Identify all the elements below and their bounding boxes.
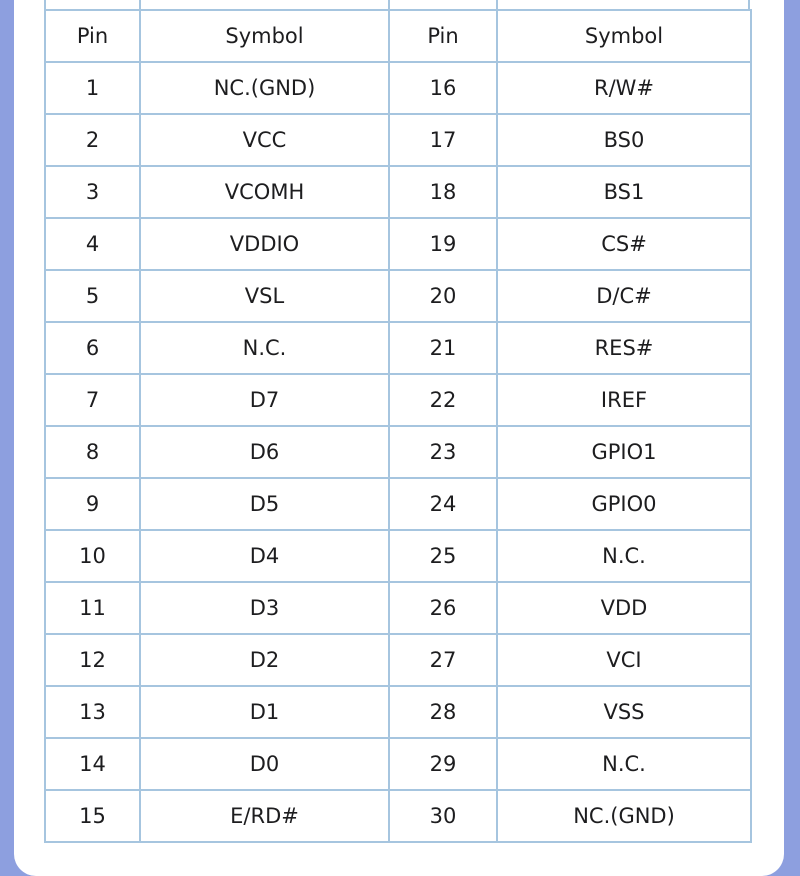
cell-symbol: NC.(GND) (140, 62, 389, 114)
cell-pin: 14 (45, 738, 140, 790)
cell-pin: 5 (45, 270, 140, 322)
cell-symbol: N.C. (140, 322, 389, 374)
table-row (45, 426, 751, 478)
cell-pin: 8 (45, 426, 140, 478)
cell-symbol: GPIO1 (497, 426, 751, 478)
cell-pin: 29 (389, 738, 497, 790)
table-row (45, 374, 751, 426)
cell-symbol: VCC (140, 114, 389, 166)
cell-pin: 2 (45, 114, 140, 166)
table-body (45, 62, 751, 842)
cell-pin: 12 (45, 634, 140, 686)
cell-pin: 18 (389, 166, 497, 218)
cell-symbol: RES# (497, 322, 751, 374)
cell-symbol: E/RD# (140, 790, 389, 842)
cell-pin: 23 (389, 426, 497, 478)
table-row (45, 738, 751, 790)
table-row (45, 686, 751, 738)
table-row (45, 166, 751, 218)
table-row (45, 62, 751, 114)
table-row (45, 218, 751, 270)
cell-pin: 6 (45, 322, 140, 374)
cell-symbol: BS0 (497, 114, 751, 166)
cell-pin: 27 (389, 634, 497, 686)
table-row (45, 114, 751, 166)
cell-symbol: VDD (497, 582, 751, 634)
cell-symbol: VCOMH (140, 166, 389, 218)
header-symbol: Symbol (497, 10, 751, 62)
header-pin: Pin (45, 10, 140, 62)
table-row (45, 634, 751, 686)
cell-pin: 22 (389, 374, 497, 426)
table-row (45, 582, 751, 634)
cell-symbol: D5 (140, 478, 389, 530)
cell-pin: 24 (389, 478, 497, 530)
cell-symbol: D3 (140, 582, 389, 634)
cell-symbol: N.C. (497, 530, 751, 582)
cell-pin: 11 (45, 582, 140, 634)
cell-symbol: D/C# (497, 270, 751, 322)
cell-pin: 21 (389, 322, 497, 374)
cell-symbol: R/W# (497, 62, 751, 114)
cell-symbol: D7 (140, 374, 389, 426)
cell-symbol: N.C. (497, 738, 751, 790)
cell-symbol: VSL (140, 270, 389, 322)
cell-pin: 17 (389, 114, 497, 166)
cell-pin: 26 (389, 582, 497, 634)
cell-pin: 7 (45, 374, 140, 426)
cell-pin: 15 (45, 790, 140, 842)
cell-symbol: D6 (140, 426, 389, 478)
cell-pin: 1 (45, 62, 140, 114)
table-row (45, 478, 751, 530)
cell-pin: 28 (389, 686, 497, 738)
cell-pin: 25 (389, 530, 497, 582)
cell-symbol: CS# (497, 218, 751, 270)
cell-pin: 10 (45, 530, 140, 582)
cell-symbol: VDDIO (140, 218, 389, 270)
table-row (45, 322, 751, 374)
header-symbol: Symbol (140, 10, 389, 62)
cell-pin: 19 (389, 218, 497, 270)
cell-symbol: NC.(GND) (497, 790, 751, 842)
table-row (45, 790, 751, 842)
cell-pin: 9 (45, 478, 140, 530)
cell-symbol: GPIO0 (497, 478, 751, 530)
cell-symbol: IREF (497, 374, 751, 426)
cell-pin: 3 (45, 166, 140, 218)
cell-pin: 20 (389, 270, 497, 322)
cell-symbol: BS1 (497, 166, 751, 218)
cell-pin: 4 (45, 218, 140, 270)
cell-symbol: D0 (140, 738, 389, 790)
cell-symbol: D2 (140, 634, 389, 686)
pin-table (44, 9, 752, 843)
cell-pin: 30 (389, 790, 497, 842)
table-row (45, 530, 751, 582)
table-row (45, 270, 751, 322)
cell-symbol: D4 (140, 530, 389, 582)
cell-pin: 13 (45, 686, 140, 738)
cell-symbol: VCI (497, 634, 751, 686)
cell-pin: 16 (389, 62, 497, 114)
table-header-row (45, 10, 751, 62)
cell-symbol: D1 (140, 686, 389, 738)
cell-symbol: VSS (497, 686, 751, 738)
header-pin: Pin (389, 10, 497, 62)
